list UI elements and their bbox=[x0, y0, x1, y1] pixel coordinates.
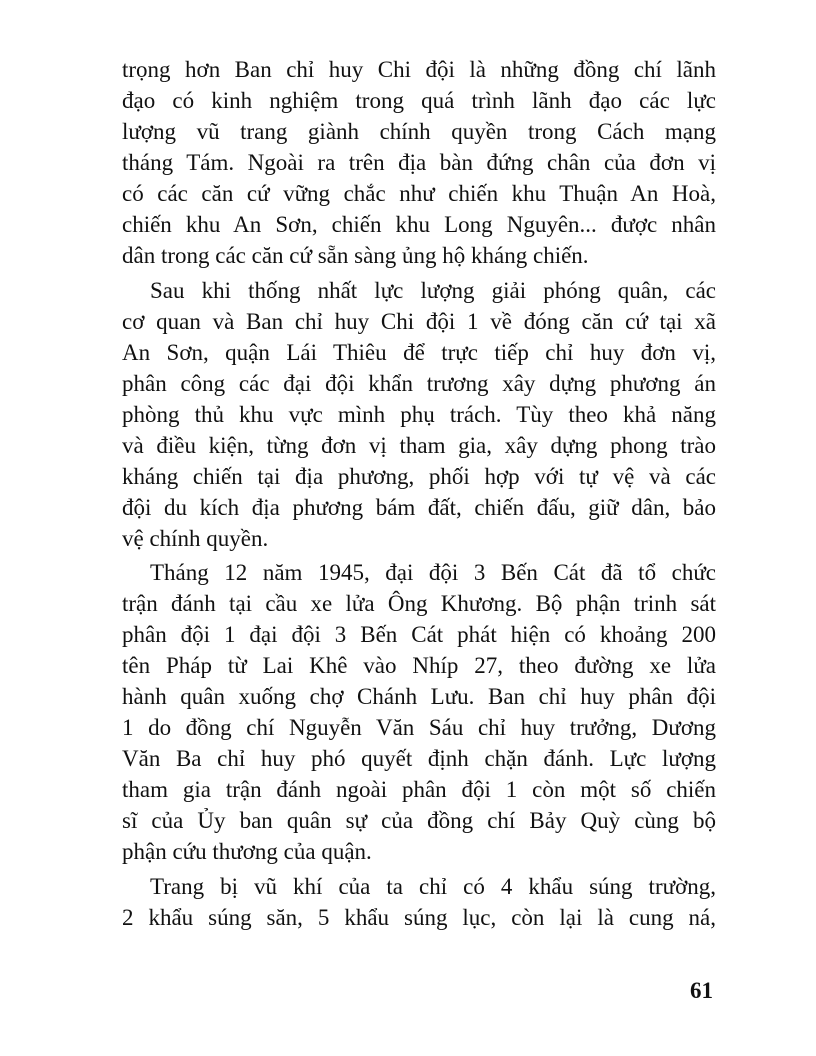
text-line: hành quân xuống chợ Chánh Lưu. Ban chỉ huy phân đội bbox=[122, 684, 716, 709]
text-line: phân đội 1 đại đội 3 Bến Cát phát hiện có khoảng 200 bbox=[122, 622, 716, 647]
text-line: dân trong các căn cứ sẵn sàng ủng hộ kháng chiến. bbox=[122, 243, 589, 268]
text-line: lượng vũ trang giành chính quyền trong Cách mạng bbox=[122, 119, 716, 144]
text-line: trận đánh tại cầu xe lửa Ông Khương. Bộ phận trinh sát bbox=[122, 591, 716, 616]
text-line: tên Pháp từ Lai Khê vào Nhíp 27, theo đường xe lửa bbox=[122, 653, 716, 678]
paragraph bbox=[122, 54, 716, 271]
text-line: tham gia trận đánh ngoài phân đội 1 còn một số chiến bbox=[122, 777, 716, 802]
text-line: Trang bị vũ khí của ta chỉ có 4 khẩu súng trường, bbox=[150, 873, 716, 899]
page-body bbox=[122, 54, 716, 936]
text-line: chiến khu An Sơn, chiến khu Long Nguyên... được nhân bbox=[122, 212, 716, 237]
page-number: 61 bbox=[690, 978, 713, 1003]
text-line: Sau khi thống nhất lực lượng giải phóng quân, các bbox=[150, 277, 716, 303]
text-line: phận cứu thương của quận. bbox=[122, 839, 372, 864]
text-line: Văn Ba chỉ huy phó quyết định chặn đánh. Lực lượng bbox=[122, 746, 716, 771]
text-line: kháng chiến tại địa phương, phối hợp với tự vệ và các bbox=[122, 463, 716, 489]
paragraph bbox=[122, 275, 716, 554]
text-line: An Sơn, quận Lái Thiêu để trực tiếp chỉ huy đơn vị, bbox=[122, 339, 716, 365]
text-line: tháng Tám. Ngoài ra trên địa bàn đứng chân của đơn vị bbox=[122, 150, 716, 175]
text-line: sĩ của Ủy ban quân sự của đồng chí Bảy Quỳ cùng bộ bbox=[122, 808, 716, 833]
text-line: và điều kiện, từng đơn vị tham gia, xây dựng phong trào bbox=[122, 432, 716, 458]
text-line: đạo có kinh nghiệm trong quá trình lãnh đạo các lực bbox=[122, 88, 716, 113]
text-line: Tháng 12 năm 1945, đại đội 3 Bến Cát đã tổ chức bbox=[150, 560, 716, 585]
text-line: trọng hơn Ban chỉ huy Chi đội là những đồng chí lãnh bbox=[122, 57, 716, 82]
text-line: đội du kích địa phương bám đất, chiến đấu, giữ dân, bảo bbox=[122, 494, 716, 520]
text-line: 2 khẩu súng săn, 5 khẩu súng lục, còn lại là cung ná, bbox=[122, 904, 716, 930]
paragraph bbox=[122, 557, 716, 867]
text-line: 1 do đồng chí Nguyễn Văn Sáu chỉ huy trưởng, Dương bbox=[122, 715, 716, 740]
paragraph bbox=[122, 871, 716, 933]
text-line: có các căn cứ vững chắc như chiến khu Thuận An Hoà, bbox=[122, 181, 716, 206]
text-line: phân công các đại đội khẩn trương xây dựng phương án bbox=[122, 370, 716, 396]
text-line: phòng thủ khu vực mình phụ trách. Tùy theo khả năng bbox=[122, 401, 716, 427]
text-line: cơ quan và Ban chỉ huy Chi đội 1 về đóng căn cứ tại xã bbox=[122, 308, 716, 334]
text-line: vệ chính quyền. bbox=[122, 525, 269, 551]
